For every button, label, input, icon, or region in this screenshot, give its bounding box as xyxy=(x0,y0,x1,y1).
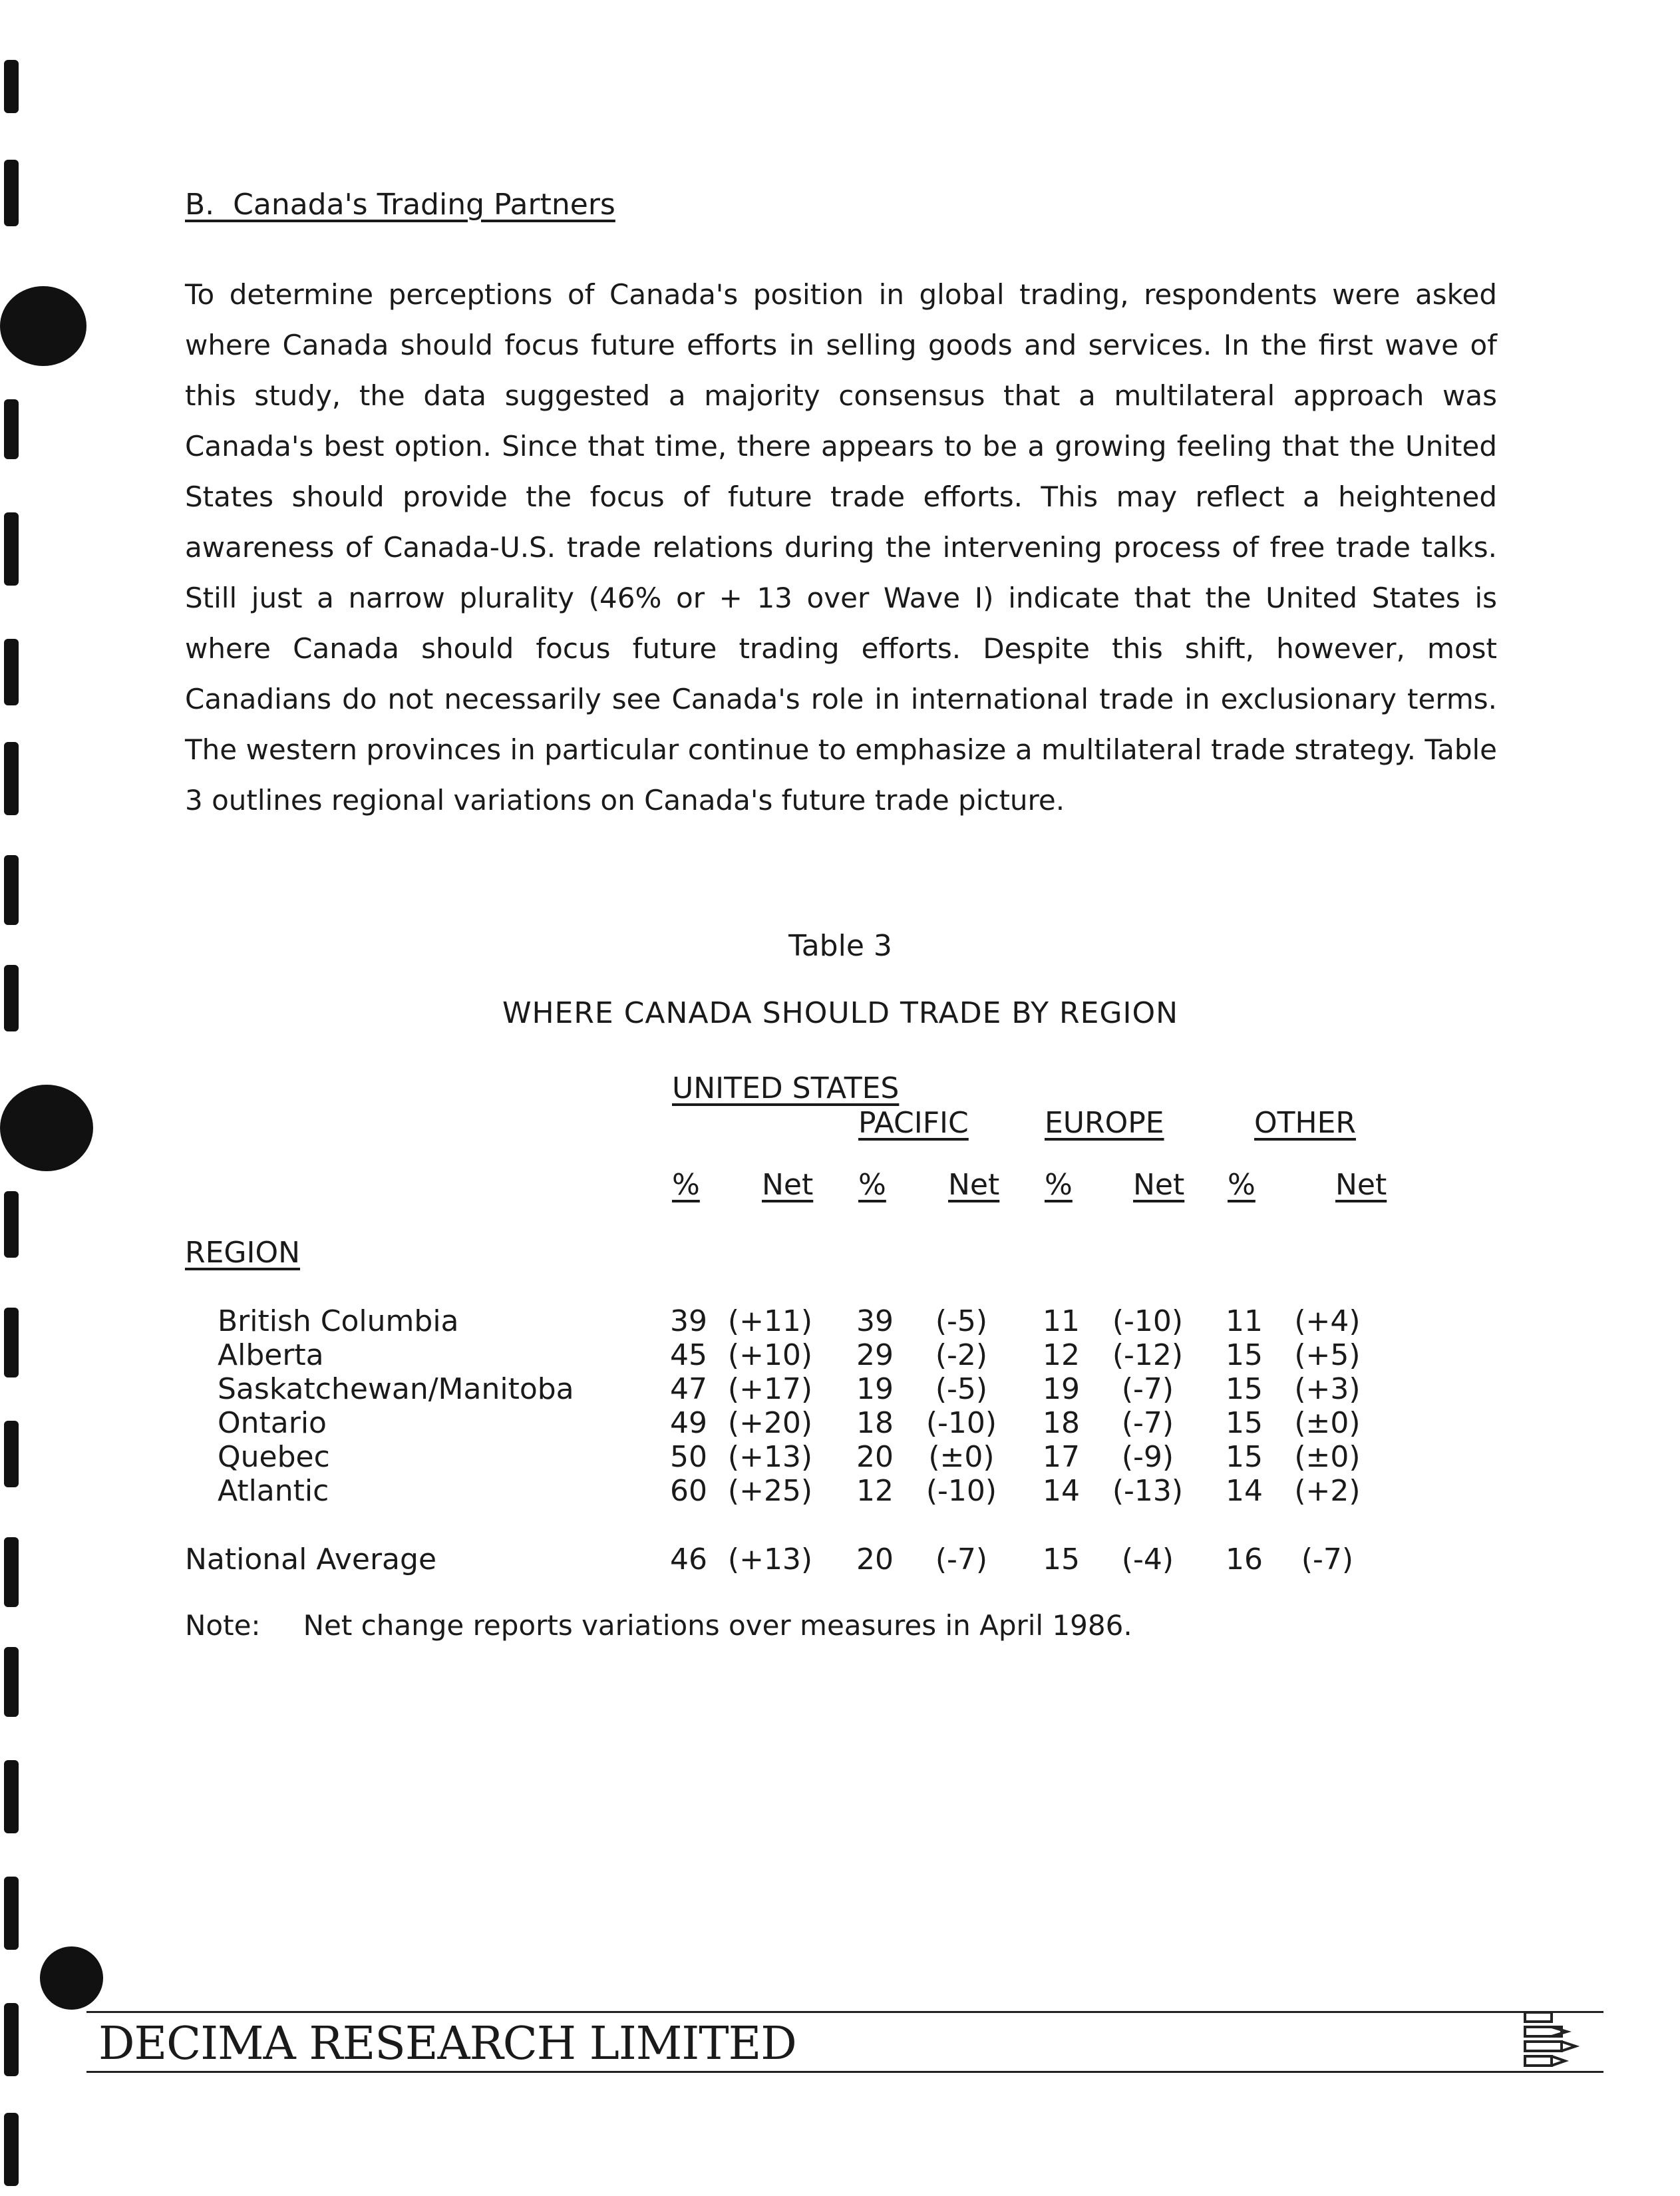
region-name: Ontario xyxy=(218,1406,327,1440)
us-percent: 47 xyxy=(670,1372,707,1406)
other-percent: 11 xyxy=(1226,1304,1263,1338)
us-net: (+17) xyxy=(727,1372,813,1406)
europe-percent: 18 xyxy=(1043,1406,1080,1440)
other-net: (+3) xyxy=(1294,1372,1361,1406)
region-name: British Columbia xyxy=(218,1304,459,1338)
edge-mark xyxy=(0,1085,93,1171)
other-net: (+2) xyxy=(1294,1474,1361,1508)
other-net: (+4) xyxy=(1294,1304,1361,1338)
pacific-net: (-10) xyxy=(925,1406,997,1440)
us-percent: 49 xyxy=(670,1406,707,1440)
us-net: (+25) xyxy=(727,1474,813,1508)
pacific-net: (±0) xyxy=(928,1440,995,1474)
table-note xyxy=(185,1609,1132,1642)
edge-mark xyxy=(4,2113,19,2186)
europe-net: (-10) xyxy=(1112,1304,1184,1338)
pacific-percent: 39 xyxy=(856,1304,894,1338)
europe-net: (-7) xyxy=(1121,1372,1174,1406)
europe-percent: 14 xyxy=(1043,1474,1080,1508)
subheader-net: Net xyxy=(1133,1168,1185,1202)
us-net: (+20) xyxy=(727,1406,813,1440)
column-header-united-states: UNITED STATES xyxy=(672,1071,900,1105)
pacific-net: (-10) xyxy=(925,1474,997,1508)
subheader-percent: % xyxy=(1045,1168,1073,1202)
edge-mark xyxy=(4,60,19,113)
note-text: Net change reports variations over measures in April 1986. xyxy=(303,1609,1132,1642)
other-percent: 16 xyxy=(1226,1543,1263,1576)
other-net: (±0) xyxy=(1294,1406,1361,1440)
subheader-net: Net xyxy=(948,1168,1000,1202)
pacific-net: (-7) xyxy=(935,1543,988,1576)
edge-mark xyxy=(4,965,19,1031)
other-percent: 15 xyxy=(1226,1338,1263,1372)
section-heading: B. Canada's Trading Partners xyxy=(185,188,615,222)
pacific-percent: 29 xyxy=(856,1338,894,1372)
pacific-percent: 20 xyxy=(856,1440,894,1474)
europe-net: (-4) xyxy=(1121,1543,1174,1576)
footer-rule xyxy=(86,2071,1603,2073)
edge-mark xyxy=(4,855,19,925)
us-net: (+10) xyxy=(727,1338,813,1372)
pacific-net: (-5) xyxy=(935,1304,988,1338)
europe-net: (-7) xyxy=(1121,1406,1174,1440)
table-title: WHERE CANADA SHOULD TRADE BY REGION xyxy=(502,996,1179,1030)
region-name: Atlantic xyxy=(218,1474,329,1508)
edge-mark xyxy=(40,1946,103,2010)
other-net: (-7) xyxy=(1301,1543,1354,1576)
europe-percent: 17 xyxy=(1043,1440,1080,1474)
national-average-row xyxy=(0,1543,1680,1577)
other-percent: 15 xyxy=(1226,1372,1263,1406)
us-percent: 45 xyxy=(670,1338,707,1372)
edge-mark xyxy=(4,742,19,815)
us-percent: 46 xyxy=(670,1543,707,1576)
other-percent: 15 xyxy=(1226,1406,1263,1440)
subheader-percent: % xyxy=(672,1168,700,1202)
edge-mark xyxy=(4,512,19,586)
pacific-net: (-2) xyxy=(935,1338,988,1372)
pacific-percent: 19 xyxy=(856,1372,894,1406)
subheader-net: Net xyxy=(1335,1168,1387,1202)
column-header-europe: EUROPE xyxy=(1045,1106,1164,1140)
footer-rule xyxy=(86,2011,1603,2013)
note-label: Note: xyxy=(185,1609,261,1642)
region-name: Quebec xyxy=(218,1440,330,1474)
region-header: REGION xyxy=(185,1236,300,1270)
table-label: Table 3 xyxy=(788,929,892,963)
edge-mark xyxy=(4,399,19,459)
edge-mark xyxy=(4,1760,19,1833)
table-row xyxy=(0,1304,1680,1339)
europe-percent: 15 xyxy=(1043,1543,1080,1576)
edge-mark xyxy=(4,1647,19,1717)
us-percent: 50 xyxy=(670,1440,707,1474)
europe-percent: 11 xyxy=(1043,1304,1080,1338)
us-net: (+11) xyxy=(727,1304,813,1338)
table-row xyxy=(0,1338,1680,1373)
europe-net: (-12) xyxy=(1112,1338,1184,1372)
pacific-percent: 20 xyxy=(856,1543,894,1576)
table-row xyxy=(0,1474,1680,1509)
company-name: DECIMA RESEARCH LIMITED xyxy=(98,2018,796,2070)
other-net: (+5) xyxy=(1294,1338,1361,1372)
table-row xyxy=(0,1372,1680,1407)
other-net: (±0) xyxy=(1294,1440,1361,1474)
edge-mark xyxy=(4,2003,19,2076)
column-header-pacific: PACIFIC xyxy=(858,1106,969,1140)
pacific-percent: 18 xyxy=(856,1406,894,1440)
body-paragraph: To determine perceptions of Canada's position in global trading, respondents were asked where Canada should focus future efforts in selling goods and services. In the first wave of this study, the data suggested a majority consensus that a multilateral approach was Canada's best option. Since that time, there appears to be a growing feeling that the United States should provide the focus of future trade efforts. This may reflect a heightened awareness of Canada-U.S. trade relations during the intervening process of free trade talks. Still just a narrow plurality (46% or + 13 over Wave I) indicate that the United States is where Canada should focus future trading efforts. Despite this shift, however, most Canadians do not necessarily see Canada's role in international trade in exclusionary terms. The western provinces in particular continue to emphasize a multilateral trade strategy. Table 3 outlines regional variations on Canada's future trade picture. xyxy=(185,278,1497,817)
edge-mark xyxy=(4,639,19,705)
region-name: Saskatchewan/Manitoba xyxy=(218,1372,574,1406)
europe-net: (-13) xyxy=(1112,1474,1184,1508)
subheader-percent: % xyxy=(1228,1168,1256,1202)
us-percent: 60 xyxy=(670,1474,707,1508)
edge-mark xyxy=(4,1877,19,1950)
decima-logo-icon xyxy=(1517,2003,1590,2076)
europe-percent: 12 xyxy=(1043,1338,1080,1372)
other-percent: 14 xyxy=(1226,1474,1263,1508)
us-percent: 39 xyxy=(670,1304,707,1338)
europe-net: (-9) xyxy=(1121,1440,1174,1474)
pacific-percent: 12 xyxy=(856,1474,894,1508)
us-net: (+13) xyxy=(727,1543,813,1576)
pacific-net: (-5) xyxy=(935,1372,988,1406)
edge-mark xyxy=(0,286,86,366)
us-net: (+13) xyxy=(727,1440,813,1474)
table-row xyxy=(0,1406,1680,1441)
other-percent: 15 xyxy=(1226,1440,1263,1474)
region-name: National Average xyxy=(185,1543,437,1576)
edge-mark xyxy=(4,160,19,226)
europe-percent: 19 xyxy=(1043,1372,1080,1406)
edge-mark xyxy=(4,1191,19,1258)
subheader-percent: % xyxy=(858,1168,886,1202)
region-name: Alberta xyxy=(218,1338,324,1372)
table-row xyxy=(0,1440,1680,1475)
column-header-other: OTHER xyxy=(1254,1106,1356,1140)
subheader-net: Net xyxy=(762,1168,814,1202)
